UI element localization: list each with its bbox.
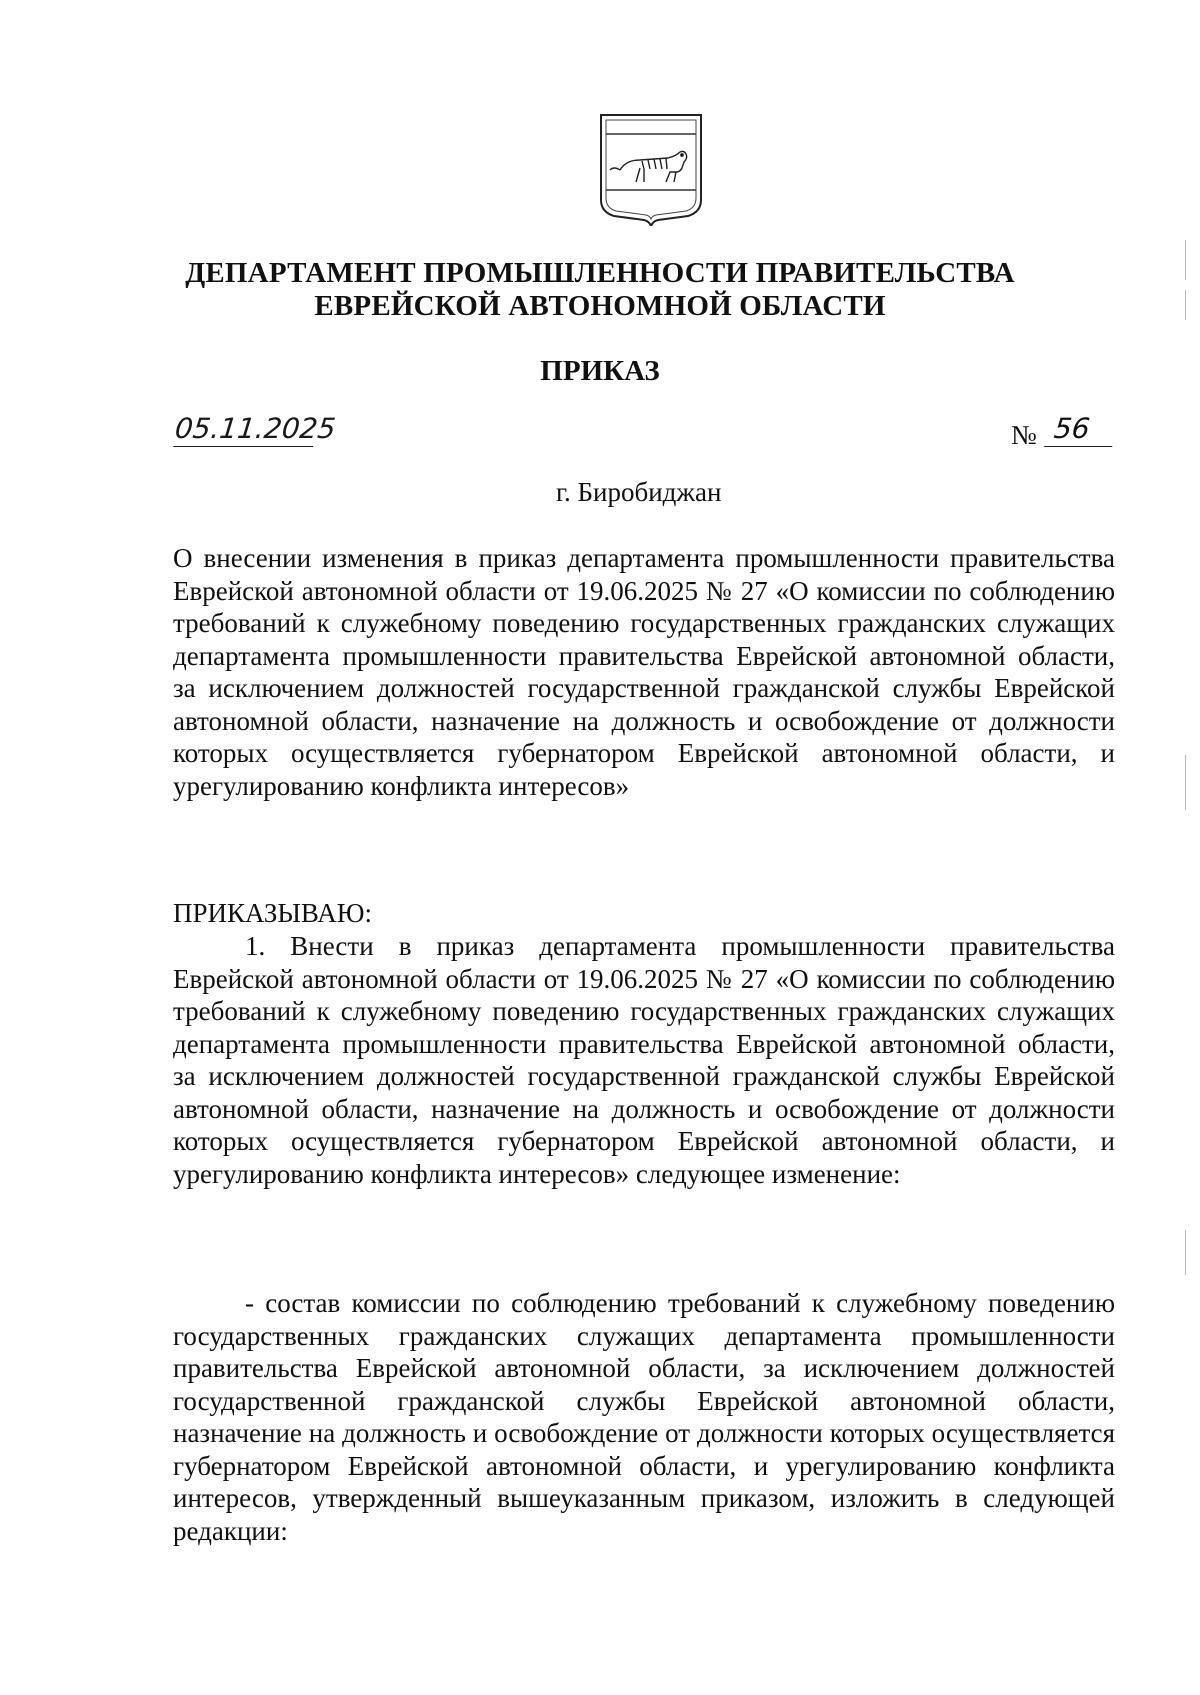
organization-name <box>160 257 1040 323</box>
order-word: ПРИКАЗЫВАЮ: <box>173 898 372 928</box>
city: г. Биробиджан <box>556 477 722 507</box>
order-item-1: 1. Внести в приказ департамента промышленности правительства Еврейской автономной области от 19.06.2025 № 27 «О комиссии по соблюдению требований к служебному поведению государственных гражданских служащих департамента промышленности правительства Еврейской автономной области, за исключением должностей государственной гражданской службы Еврейской автономной области, назначение на должность и освобождение от должности которых осуществляется губернатором Еврейской автономной области, и урегулированию конфликта интересов» следующее изменение: <box>173 931 1115 1189</box>
coat-of-arms-icon <box>596 112 706 226</box>
scan-artifact <box>1185 1230 1186 1275</box>
document-subject: О внесении изменения в приказ департамента промышленности правительства Еврейской автономной области от 19.06.2025 № 27 «О комиссии по соблюдению требований к служебному поведению государственных гражданских служащих департамента промышленности правительства Еврейской автономной области, за исключением должностей государственной гражданской службы Еврейской автономной области, назначение на должность и освобождение от должности которых осуществляется губернатором Еврейской автономной области, и урегулированию конфликта интересов» <box>173 543 1115 801</box>
scan-artifact <box>1185 240 1186 280</box>
order-item-1-sub: - состав комиссии по соблюдению требований к служебному поведению государственных гражданских служащих департамента промышленности правительства Еврейской автономной области, за исключением должностей государственной гражданской службы Еврейской автономной области, назначение на должность и освобождение от должности которых осуществляется губернатором Еврейской автономной области, и урегулированию конфликта интересов, утвержденный вышеуказанным приказом, изложить в следующей редакции: <box>173 1288 1115 1546</box>
organization-line-1: ДЕПАРТАМЕНТ ПРОМЫШЛЕННОСТИ ПРАВИТЕЛЬСТВА <box>185 257 1015 289</box>
scan-artifact <box>1185 290 1186 320</box>
handwritten-number: 56 <box>1044 412 1116 447</box>
scan-artifact <box>1185 755 1186 810</box>
handwritten-date: 05.11.2025 <box>173 412 338 445</box>
number-label: № <box>1011 420 1037 450</box>
document-type: ПРИКАЗ <box>540 355 660 387</box>
organization-line-2: ЕВРЕЙСКОЙ АВТОНОМНОЙ ОБЛАСТИ <box>314 290 886 322</box>
